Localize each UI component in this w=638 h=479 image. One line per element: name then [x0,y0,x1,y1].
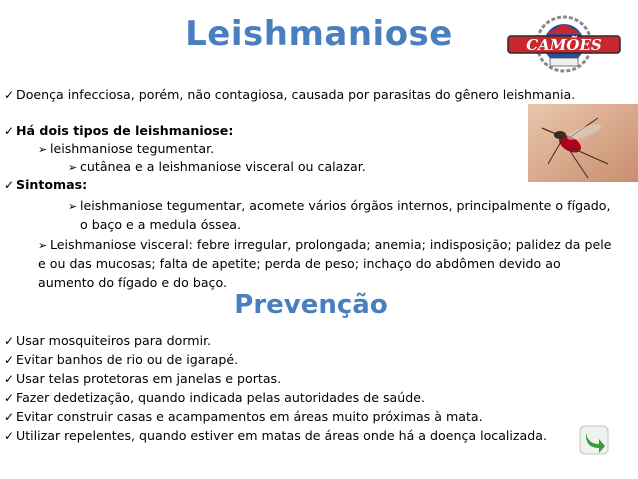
symptom-item-cont: aumento do fígado e do baço. [38,275,227,290]
logo-text: CAMÕES [526,36,602,54]
prevention-item: ✓ Evitar construir casas e acampamentos em áreas muito próximas à mata. [4,409,483,424]
prevention-title: Prevenção [234,290,388,320]
check-icon: ✓ [4,353,15,367]
prevention-item: ✓ Usar telas protetoras em janelas e portas. [4,371,282,386]
check-icon: ✓ [4,372,15,386]
symptom-item-cont: o baço e a medula óssea. [80,217,242,232]
check-icon: ✓ [4,178,15,192]
camoes-logo [506,14,622,74]
check-icon: ✓ [4,124,15,138]
types-heading: ✓ Há dois tipos de leishmaniose: [4,123,234,138]
symptom-item-cont: e ou das mucosas; falta de apetite; perda de peso; inchaço do abdômen devido ao [38,256,561,271]
type-item: ➢ cutânea e a leishmaniose visceral ou calazar. [68,158,366,177]
prevention-item: ✓ Evitar banhos de rio ou de igarapé. [4,352,239,367]
mosquito-photo [528,104,638,182]
symptom-item: ➢ leishmaniose tegumentar, acomete vários órgãos internos, principalmente o fígado, [68,197,611,216]
type-item: ➢ leishmaniose tegumentar. [38,140,214,159]
check-icon: ✓ [4,334,15,348]
prevention-item: ✓ Usar mosquiteiros para dormir. [4,333,212,348]
next-arrow-icon[interactable] [578,424,610,456]
symptom-item: ➢ Leishmaniose visceral: febre irregular, prolongada; anemia; indisposição; palidez da pele [38,236,612,255]
symptoms-heading: ✓ Sintomas: [4,177,88,192]
arrow-right-icon: ➢ [38,239,48,252]
check-icon: ✓ [4,391,15,405]
check-icon: ✓ [4,429,15,443]
arrow-right-icon: ➢ [38,143,48,156]
arrow-right-icon: ➢ [68,161,78,174]
arrow-right-icon: ➢ [68,200,78,213]
check-icon: ✓ [4,410,15,424]
check-icon: ✓ [4,88,15,102]
prevention-item: ✓ Utilizar repelentes, quando estiver em matas de áreas onde há a doença localizada. [4,428,547,443]
slide-title: Leishmaniose [185,14,453,54]
intro-line: ✓ Doença infecciosa, porém, não contagiosa, causada por parasitas do gênero leishmania. [4,87,576,102]
prevention-item: ✓ Fazer dedetização, quando indicada pelas autoridades de saúde. [4,390,425,405]
